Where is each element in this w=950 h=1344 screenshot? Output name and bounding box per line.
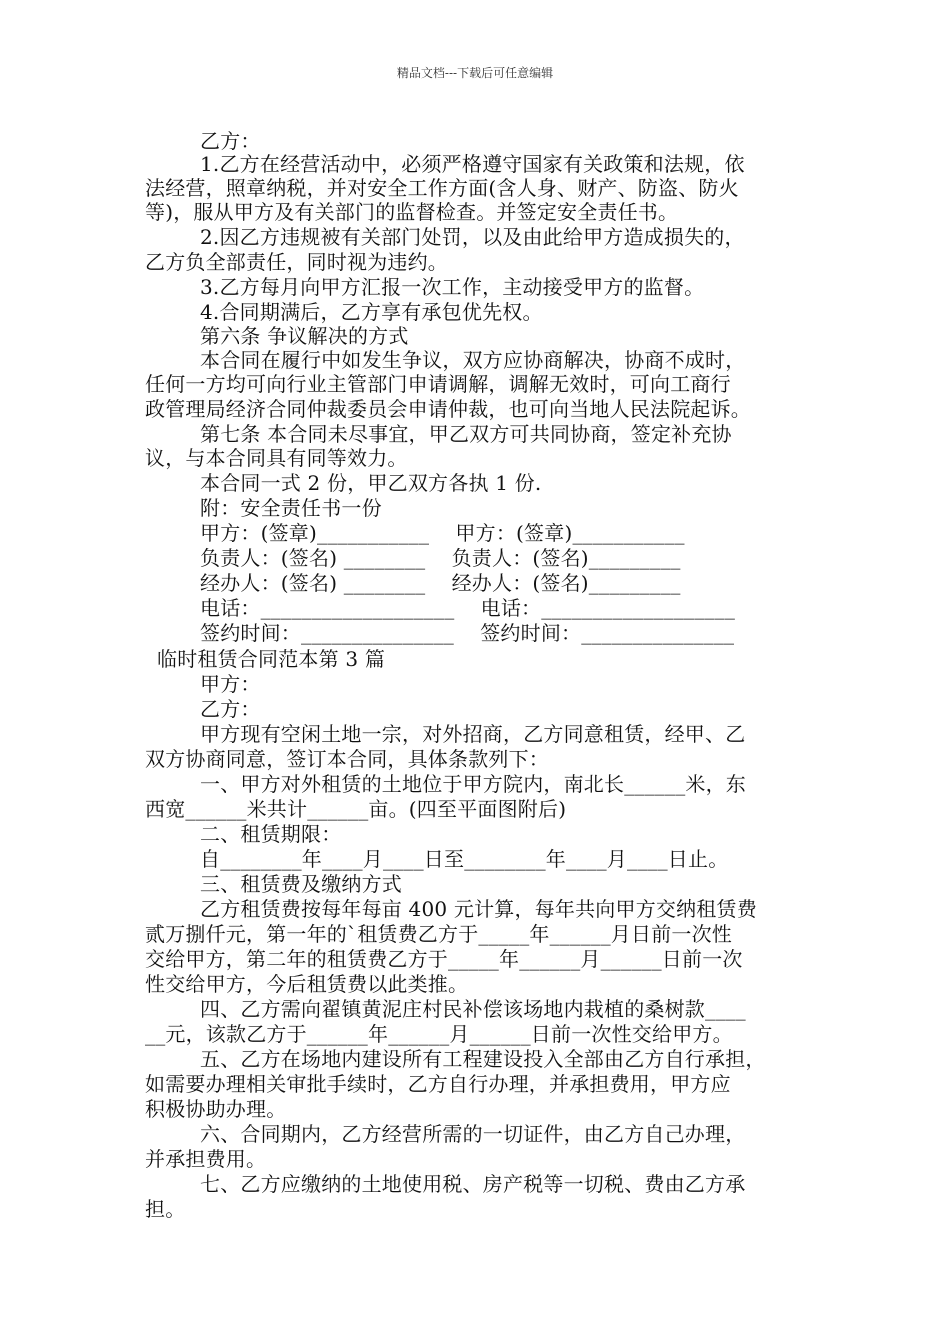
text-line: __元，该款乙方于______年______月______日前一次性交给甲方。 [145,1022,733,1046]
text-line: 积极协助办理。 [145,1097,287,1121]
text-line: 4.合同期满后，乙方享有承包优先权。 [200,300,543,324]
text-line: 三、租赁费及缴纳方式 [200,872,402,896]
text-line: 本合同在履行中如发生争议，双方应协商解决，协商不成时， [200,348,746,372]
text-line: 乙方负全部责任，同时视为违约。 [145,250,448,274]
signature-line: 经办人：(签名) ________ 经办人：(签名)_________ [200,571,681,595]
text-line: 性交给甲方，今后租赁费以此类推。 [145,972,469,996]
text-line: 二、租赁期限： [200,822,342,846]
signature-line: 电话：___________________ 电话：___________________ [200,596,736,620]
text-line: 四、乙方需向翟镇黄泥庄村民补偿该场地内栽植的桑树款____ [200,997,746,1021]
text-line: 甲方现有空闲土地一宗，对外招商，乙方同意租赁，经甲、乙 [200,722,746,746]
text-line: 七、乙方应缴纳的土地使用税、房产税等一切税、费由乙方承 [200,1172,746,1196]
text-line: 并承担费用。 [145,1147,267,1171]
text-line: 乙方： [200,129,261,153]
text-line: 甲方： [200,672,261,696]
text-line: 如需要办理相关审批手续时，乙方自行办理，并承担费用，甲方应 [145,1072,731,1096]
signature-line: 甲方：(签章)___________ 甲方：(签章)___________ [200,521,685,545]
text-line: 五、乙方在场地内建设所有工程建设投入全部由乙方自行承担， [200,1047,766,1071]
text-line: 附：安全责任书一份 [200,496,382,520]
text-line: 西宽______米共计______亩。(四至平面图附后) [145,797,567,821]
text-line: 乙方租赁费按每年每亩 400 元计算，每年共向甲方交纳租赁费 [200,897,757,921]
text-line: 乙方： [200,697,261,721]
text-line: 双方协商同意，签订本合同，具体条款列下： [145,747,549,771]
text-line: 交给甲方，第二年的租赁费乙方于_____年______月______日前一次 [145,947,743,971]
text-line: 法经营，照章纳税，并对安全工作方面(含人身、财产、防盗、防火 [145,176,739,200]
section-heading: 第六条 争议解决的方式 [200,324,409,348]
text-line: 一、甲方对外租赁的土地位于甲方院内，南北长______米，东 [200,772,746,796]
text-line: 议，与本合同具有同等效力。 [145,446,408,470]
text-line: 担。 [145,1197,186,1221]
text-line: 自________年____月____日至________年____月____日止。 [200,847,729,871]
text-line: 六、合同期内，乙方经营所需的一切证件，由乙方自己办理， [200,1122,746,1146]
text-line: 2.因乙方违规被有关部门处罚，以及由此给甲方造成损失的， [200,225,745,249]
text-line: 第七条 本合同未尽事宜，甲乙双方可共同协商，签定补充协 [200,422,732,446]
signature-line: 负责人：(签名) ________ 负责人：(签名)_________ [200,546,681,570]
text-line: 3.乙方每月向甲方汇报一次工作，主动接受甲方的监督。 [200,275,705,299]
section-title: 临时租赁合同范本第 3 篇 [157,647,386,671]
text-line: 等)，服从甲方及有关部门的监督检查。并签定安全责任书。 [145,200,679,224]
page-header: 精品文档---下载后可任意编辑 [396,66,554,80]
text-line: 贰万捌仟元，第一年的`租赁费乙方于_____年______月日前一次性 [145,922,732,946]
text-line: 政管理局经济合同仲裁委员会申请仲裁，也可向当地人民法院起诉。 [145,397,751,421]
text-line: 本合同一式 2 份，甲乙双方各执 1 份. [200,471,542,495]
signature-line: 签约时间：_______________ 签约时间：_______________ [200,621,735,645]
text-line: 任何一方均可向行业主管部门申请调解，调解无效时，可向工商行 [145,372,731,396]
text-line: 1.乙方在经营活动中，必须严格遵守国家有关政策和法规，依 [200,152,745,176]
